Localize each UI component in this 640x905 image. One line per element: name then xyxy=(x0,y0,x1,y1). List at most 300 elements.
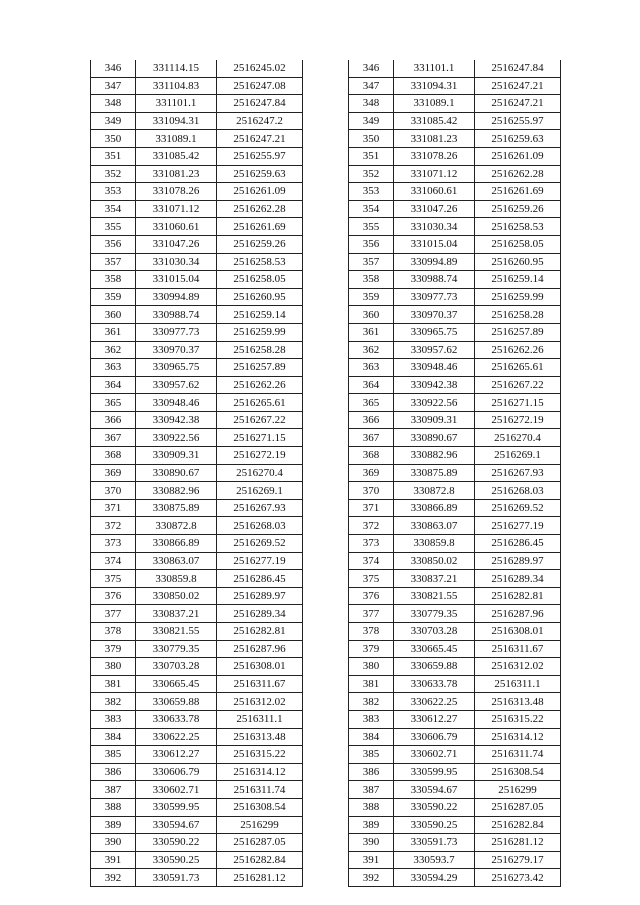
point-id-cell: 365 xyxy=(91,394,136,412)
x-coordinate-cell: 331071.12 xyxy=(136,200,217,218)
table-row xyxy=(349,693,561,711)
y-coordinate-cell: 2516258.28 xyxy=(217,341,303,359)
x-coordinate-cell: 330599.95 xyxy=(394,763,475,781)
table-row xyxy=(91,623,303,641)
point-id-cell: 364 xyxy=(349,376,394,394)
x-coordinate-cell: 331030.34 xyxy=(136,253,217,271)
x-coordinate-cell: 331015.04 xyxy=(394,235,475,253)
point-id-cell: 383 xyxy=(91,710,136,728)
x-coordinate-cell: 330602.71 xyxy=(394,746,475,764)
table-row xyxy=(349,675,561,693)
y-coordinate-cell: 2516261.69 xyxy=(475,183,561,201)
point-id-cell: 384 xyxy=(349,728,394,746)
x-coordinate-cell: 330602.71 xyxy=(136,781,217,799)
point-id-cell: 387 xyxy=(91,781,136,799)
x-coordinate-cell: 330994.89 xyxy=(394,253,475,271)
y-coordinate-cell: 2516308.54 xyxy=(217,798,303,816)
x-coordinate-cell: 330837.21 xyxy=(394,570,475,588)
table-row xyxy=(349,517,561,535)
y-coordinate-cell: 2516258.05 xyxy=(475,235,561,253)
point-id-cell: 359 xyxy=(91,288,136,306)
x-coordinate-cell: 330821.55 xyxy=(394,587,475,605)
y-coordinate-cell: 2516259.14 xyxy=(475,271,561,289)
y-coordinate-cell: 2516247.21 xyxy=(475,77,561,95)
y-coordinate-cell: 2516312.02 xyxy=(217,693,303,711)
y-coordinate-cell: 2516282.81 xyxy=(217,623,303,641)
x-coordinate-cell: 331078.26 xyxy=(394,147,475,165)
table-row xyxy=(349,60,561,77)
point-id-cell: 347 xyxy=(349,77,394,95)
point-id-cell: 367 xyxy=(91,429,136,447)
y-coordinate-cell: 2516315.22 xyxy=(217,746,303,764)
point-id-cell: 374 xyxy=(91,552,136,570)
x-coordinate-cell: 331060.61 xyxy=(394,183,475,201)
point-id-cell: 389 xyxy=(91,816,136,834)
table-row xyxy=(91,130,303,148)
table-row xyxy=(349,95,561,113)
table-row xyxy=(91,851,303,869)
point-id-cell: 360 xyxy=(91,306,136,324)
x-coordinate-cell: 330890.67 xyxy=(394,429,475,447)
point-id-cell: 380 xyxy=(349,658,394,676)
y-coordinate-cell: 2516277.19 xyxy=(217,552,303,570)
x-coordinate-cell: 330909.31 xyxy=(136,447,217,465)
point-id-cell: 379 xyxy=(349,640,394,658)
point-id-cell: 369 xyxy=(349,464,394,482)
table-row xyxy=(349,587,561,605)
table-row xyxy=(91,499,303,517)
y-coordinate-cell: 2516258.05 xyxy=(217,271,303,289)
table-row xyxy=(349,464,561,482)
coordinate-table-left-body xyxy=(91,60,303,886)
table-row xyxy=(349,200,561,218)
point-id-cell: 368 xyxy=(91,447,136,465)
point-id-cell: 378 xyxy=(349,623,394,641)
y-coordinate-cell: 2516260.95 xyxy=(475,253,561,271)
table-row xyxy=(91,112,303,130)
y-coordinate-cell: 2516281.12 xyxy=(475,834,561,852)
point-id-cell: 362 xyxy=(91,341,136,359)
x-coordinate-cell: 330863.07 xyxy=(394,517,475,535)
x-coordinate-cell: 330872.8 xyxy=(136,517,217,535)
y-coordinate-cell: 2516272.19 xyxy=(475,411,561,429)
table-row xyxy=(91,394,303,412)
table-row xyxy=(349,640,561,658)
point-id-cell: 349 xyxy=(91,112,136,130)
y-coordinate-cell: 2516271.15 xyxy=(475,394,561,412)
x-coordinate-cell: 331078.26 xyxy=(136,183,217,201)
table-row xyxy=(91,253,303,271)
table-row xyxy=(349,218,561,236)
point-id-cell: 360 xyxy=(349,306,394,324)
x-coordinate-cell: 330957.62 xyxy=(136,376,217,394)
y-coordinate-cell: 2516287.05 xyxy=(475,798,561,816)
point-id-cell: 377 xyxy=(91,605,136,623)
table-row xyxy=(91,834,303,852)
y-coordinate-cell: 2516269.52 xyxy=(475,499,561,517)
point-id-cell: 356 xyxy=(349,235,394,253)
point-id-cell: 362 xyxy=(349,341,394,359)
y-coordinate-cell: 2516314.12 xyxy=(475,728,561,746)
table-row xyxy=(349,235,561,253)
y-coordinate-cell: 2516259.26 xyxy=(475,200,561,218)
y-coordinate-cell: 2516311.74 xyxy=(217,781,303,799)
point-id-cell: 387 xyxy=(349,781,394,799)
point-id-cell: 372 xyxy=(349,517,394,535)
point-id-cell: 375 xyxy=(349,570,394,588)
x-coordinate-cell: 330970.37 xyxy=(136,341,217,359)
point-id-cell: 350 xyxy=(91,130,136,148)
y-coordinate-cell: 2516262.26 xyxy=(475,341,561,359)
table-row xyxy=(91,323,303,341)
y-coordinate-cell: 2516287.05 xyxy=(217,834,303,852)
y-coordinate-cell: 2516308.01 xyxy=(217,658,303,676)
x-coordinate-cell: 331101.1 xyxy=(136,95,217,113)
x-coordinate-cell: 331085.42 xyxy=(394,112,475,130)
x-coordinate-cell: 330593.7 xyxy=(394,851,475,869)
table-row xyxy=(91,675,303,693)
table-row xyxy=(349,394,561,412)
x-coordinate-cell: 330875.89 xyxy=(136,499,217,517)
point-id-cell: 370 xyxy=(349,482,394,500)
x-coordinate-cell: 330665.45 xyxy=(136,675,217,693)
point-id-cell: 353 xyxy=(349,183,394,201)
x-coordinate-cell: 330594.67 xyxy=(136,816,217,834)
table-row xyxy=(349,359,561,377)
table-row xyxy=(349,77,561,95)
table-row xyxy=(91,640,303,658)
x-coordinate-cell: 330866.89 xyxy=(136,535,217,553)
table-row xyxy=(91,183,303,201)
x-coordinate-cell: 331047.26 xyxy=(136,235,217,253)
x-coordinate-cell: 331089.1 xyxy=(136,130,217,148)
point-id-cell: 382 xyxy=(91,693,136,711)
table-row xyxy=(349,710,561,728)
point-id-cell: 358 xyxy=(91,271,136,289)
y-coordinate-cell: 2516271.15 xyxy=(217,429,303,447)
point-id-cell: 348 xyxy=(91,95,136,113)
y-coordinate-cell: 2516268.03 xyxy=(475,482,561,500)
x-coordinate-cell: 330622.25 xyxy=(136,728,217,746)
point-id-cell: 366 xyxy=(91,411,136,429)
table-row xyxy=(349,658,561,676)
table-row xyxy=(349,288,561,306)
x-coordinate-cell: 330957.62 xyxy=(394,341,475,359)
point-id-cell: 373 xyxy=(91,535,136,553)
y-coordinate-cell: 2516259.99 xyxy=(475,288,561,306)
x-coordinate-cell: 330850.02 xyxy=(136,587,217,605)
y-coordinate-cell: 2516282.81 xyxy=(475,587,561,605)
point-id-cell: 383 xyxy=(349,710,394,728)
point-id-cell: 381 xyxy=(91,675,136,693)
x-coordinate-cell: 330909.31 xyxy=(394,411,475,429)
table-row xyxy=(349,535,561,553)
x-coordinate-cell: 330988.74 xyxy=(394,271,475,289)
table-row xyxy=(91,341,303,359)
table-row xyxy=(349,147,561,165)
y-coordinate-cell: 2516247.84 xyxy=(475,60,561,77)
x-coordinate-cell: 331089.1 xyxy=(394,95,475,113)
y-coordinate-cell: 2516311.1 xyxy=(217,710,303,728)
point-id-cell: 374 xyxy=(349,552,394,570)
x-coordinate-cell: 331071.12 xyxy=(394,165,475,183)
table-row xyxy=(91,798,303,816)
y-coordinate-cell: 2516286.45 xyxy=(475,535,561,553)
table-row xyxy=(349,851,561,869)
point-id-cell: 364 xyxy=(91,376,136,394)
point-id-cell: 373 xyxy=(349,535,394,553)
y-coordinate-cell: 2516259.63 xyxy=(217,165,303,183)
x-coordinate-cell: 331094.31 xyxy=(136,112,217,130)
table-row xyxy=(349,746,561,764)
point-id-cell: 388 xyxy=(91,798,136,816)
y-coordinate-cell: 2516311.67 xyxy=(217,675,303,693)
y-coordinate-cell: 2516287.96 xyxy=(217,640,303,658)
point-id-cell: 357 xyxy=(91,253,136,271)
table-row xyxy=(91,447,303,465)
table-row xyxy=(91,816,303,834)
table-row xyxy=(91,763,303,781)
x-coordinate-cell: 330988.74 xyxy=(136,306,217,324)
table-row xyxy=(91,587,303,605)
point-id-cell: 375 xyxy=(91,570,136,588)
table-row xyxy=(349,306,561,324)
table-row xyxy=(349,499,561,517)
y-coordinate-cell: 2516261.69 xyxy=(217,218,303,236)
table-row xyxy=(91,77,303,95)
table-row xyxy=(349,623,561,641)
y-coordinate-cell: 2516289.97 xyxy=(475,552,561,570)
point-id-cell: 368 xyxy=(349,447,394,465)
table-row xyxy=(91,359,303,377)
point-id-cell: 361 xyxy=(91,323,136,341)
point-id-cell: 391 xyxy=(349,851,394,869)
table-row xyxy=(91,165,303,183)
table-row xyxy=(349,552,561,570)
x-coordinate-cell: 330994.89 xyxy=(136,288,217,306)
point-id-cell: 384 xyxy=(91,728,136,746)
table-row xyxy=(349,341,561,359)
point-id-cell: 363 xyxy=(91,359,136,377)
point-id-cell: 385 xyxy=(349,746,394,764)
point-id-cell: 390 xyxy=(91,834,136,852)
point-id-cell: 388 xyxy=(349,798,394,816)
point-id-cell: 346 xyxy=(91,60,136,77)
point-id-cell: 359 xyxy=(349,288,394,306)
x-coordinate-cell: 330665.45 xyxy=(394,640,475,658)
point-id-cell: 389 xyxy=(349,816,394,834)
table-row xyxy=(349,112,561,130)
x-coordinate-cell: 330590.25 xyxy=(136,851,217,869)
y-coordinate-cell: 2516270.4 xyxy=(475,429,561,447)
x-coordinate-cell: 331104.83 xyxy=(136,77,217,95)
table-row xyxy=(91,376,303,394)
point-id-cell: 370 xyxy=(91,482,136,500)
table-row xyxy=(349,429,561,447)
x-coordinate-cell: 330590.22 xyxy=(394,798,475,816)
x-coordinate-cell: 331060.61 xyxy=(136,218,217,236)
x-coordinate-cell: 331094.31 xyxy=(394,77,475,95)
table-row xyxy=(91,411,303,429)
x-coordinate-cell: 331114.15 xyxy=(136,60,217,77)
point-id-cell: 367 xyxy=(349,429,394,447)
y-coordinate-cell: 2516311.74 xyxy=(475,746,561,764)
table-row xyxy=(91,781,303,799)
point-id-cell: 357 xyxy=(349,253,394,271)
table-row xyxy=(91,517,303,535)
x-coordinate-cell: 330977.73 xyxy=(394,288,475,306)
point-id-cell: 349 xyxy=(349,112,394,130)
point-id-cell: 390 xyxy=(349,834,394,852)
table-row xyxy=(91,658,303,676)
x-coordinate-cell: 330703.28 xyxy=(136,658,217,676)
table-row xyxy=(349,183,561,201)
point-id-cell: 366 xyxy=(349,411,394,429)
y-coordinate-cell: 2516314.12 xyxy=(217,763,303,781)
point-id-cell: 352 xyxy=(349,165,394,183)
table-row xyxy=(91,200,303,218)
y-coordinate-cell: 2516258.53 xyxy=(217,253,303,271)
x-coordinate-cell: 330821.55 xyxy=(136,623,217,641)
y-coordinate-cell: 2516311.1 xyxy=(475,675,561,693)
y-coordinate-cell: 2516255.97 xyxy=(475,112,561,130)
y-coordinate-cell: 2516247.08 xyxy=(217,77,303,95)
y-coordinate-cell: 2516267.22 xyxy=(217,411,303,429)
point-id-cell: 346 xyxy=(349,60,394,77)
point-id-cell: 369 xyxy=(91,464,136,482)
point-id-cell: 348 xyxy=(349,95,394,113)
table-row xyxy=(349,816,561,834)
table-row xyxy=(91,570,303,588)
table-row xyxy=(91,218,303,236)
x-coordinate-cell: 330703.28 xyxy=(394,623,475,641)
table-row xyxy=(91,693,303,711)
x-coordinate-cell: 330606.79 xyxy=(394,728,475,746)
x-coordinate-cell: 330859.8 xyxy=(394,535,475,553)
x-coordinate-cell: 331085.42 xyxy=(136,147,217,165)
x-coordinate-cell: 330965.75 xyxy=(394,323,475,341)
table-row xyxy=(91,60,303,77)
y-coordinate-cell: 2516315.22 xyxy=(475,710,561,728)
y-coordinate-cell: 2516299 xyxy=(217,816,303,834)
y-coordinate-cell: 2516259.99 xyxy=(217,323,303,341)
x-coordinate-cell: 330659.88 xyxy=(136,693,217,711)
point-id-cell: 372 xyxy=(91,517,136,535)
y-coordinate-cell: 2516286.45 xyxy=(217,570,303,588)
x-coordinate-cell: 330942.38 xyxy=(136,411,217,429)
point-id-cell: 376 xyxy=(349,587,394,605)
coordinate-table-right xyxy=(348,60,561,887)
table-row xyxy=(91,746,303,764)
y-coordinate-cell: 2516257.89 xyxy=(217,359,303,377)
point-id-cell: 376 xyxy=(91,587,136,605)
x-coordinate-cell: 330779.35 xyxy=(394,605,475,623)
point-id-cell: 353 xyxy=(91,183,136,201)
y-coordinate-cell: 2516281.12 xyxy=(217,869,303,887)
point-id-cell: 351 xyxy=(349,147,394,165)
x-coordinate-cell: 331015.04 xyxy=(136,271,217,289)
table-row xyxy=(91,271,303,289)
y-coordinate-cell: 2516277.19 xyxy=(475,517,561,535)
point-id-cell: 355 xyxy=(91,218,136,236)
table-row xyxy=(349,605,561,623)
y-coordinate-cell: 2516313.48 xyxy=(475,693,561,711)
table-row xyxy=(349,798,561,816)
point-id-cell: 371 xyxy=(349,499,394,517)
point-id-cell: 386 xyxy=(91,763,136,781)
table-row xyxy=(91,710,303,728)
x-coordinate-cell: 330633.78 xyxy=(394,675,475,693)
x-coordinate-cell: 330591.73 xyxy=(394,834,475,852)
point-id-cell: 365 xyxy=(349,394,394,412)
x-coordinate-cell: 331081.23 xyxy=(136,165,217,183)
point-id-cell: 379 xyxy=(91,640,136,658)
y-coordinate-cell: 2516269.1 xyxy=(217,482,303,500)
point-id-cell: 377 xyxy=(349,605,394,623)
point-id-cell: 347 xyxy=(91,77,136,95)
x-coordinate-cell: 330942.38 xyxy=(394,376,475,394)
table-row xyxy=(349,165,561,183)
y-coordinate-cell: 2516262.28 xyxy=(217,200,303,218)
x-coordinate-cell: 331030.34 xyxy=(394,218,475,236)
y-coordinate-cell: 2516267.93 xyxy=(475,464,561,482)
x-coordinate-cell: 330659.88 xyxy=(394,658,475,676)
x-coordinate-cell: 330612.27 xyxy=(136,746,217,764)
table-row xyxy=(91,288,303,306)
y-coordinate-cell: 2516261.09 xyxy=(475,147,561,165)
point-id-cell: 392 xyxy=(349,869,394,887)
table-row xyxy=(91,728,303,746)
x-coordinate-cell: 330890.67 xyxy=(136,464,217,482)
point-id-cell: 358 xyxy=(349,271,394,289)
table-row xyxy=(349,570,561,588)
y-coordinate-cell: 2516272.19 xyxy=(217,447,303,465)
y-coordinate-cell: 2516247.2 xyxy=(217,112,303,130)
y-coordinate-cell: 2516247.21 xyxy=(217,130,303,148)
x-coordinate-cell: 331081.23 xyxy=(394,130,475,148)
x-coordinate-cell: 330594.29 xyxy=(394,869,475,887)
table-row xyxy=(349,763,561,781)
table-row xyxy=(91,605,303,623)
x-coordinate-cell: 331047.26 xyxy=(394,200,475,218)
point-id-cell: 351 xyxy=(91,147,136,165)
point-id-cell: 378 xyxy=(91,623,136,641)
table-row xyxy=(349,781,561,799)
y-coordinate-cell: 2516262.28 xyxy=(475,165,561,183)
x-coordinate-cell: 330599.95 xyxy=(136,798,217,816)
x-coordinate-cell: 331101.1 xyxy=(394,60,475,77)
table-row xyxy=(91,147,303,165)
point-id-cell: 385 xyxy=(91,746,136,764)
point-id-cell: 354 xyxy=(349,200,394,218)
y-coordinate-cell: 2516265.61 xyxy=(475,359,561,377)
y-coordinate-cell: 2516282.84 xyxy=(217,851,303,869)
y-coordinate-cell: 2516308.01 xyxy=(475,623,561,641)
x-coordinate-cell: 330863.07 xyxy=(136,552,217,570)
y-coordinate-cell: 2516312.02 xyxy=(475,658,561,676)
point-id-cell: 355 xyxy=(349,218,394,236)
y-coordinate-cell: 2516258.53 xyxy=(475,218,561,236)
point-id-cell: 386 xyxy=(349,763,394,781)
x-coordinate-cell: 330866.89 xyxy=(394,499,475,517)
table-row xyxy=(91,869,303,887)
point-id-cell: 354 xyxy=(91,200,136,218)
x-coordinate-cell: 330970.37 xyxy=(394,306,475,324)
y-coordinate-cell: 2516267.93 xyxy=(217,499,303,517)
y-coordinate-cell: 2516262.26 xyxy=(217,376,303,394)
y-coordinate-cell: 2516311.67 xyxy=(475,640,561,658)
y-coordinate-cell: 2516268.03 xyxy=(217,517,303,535)
